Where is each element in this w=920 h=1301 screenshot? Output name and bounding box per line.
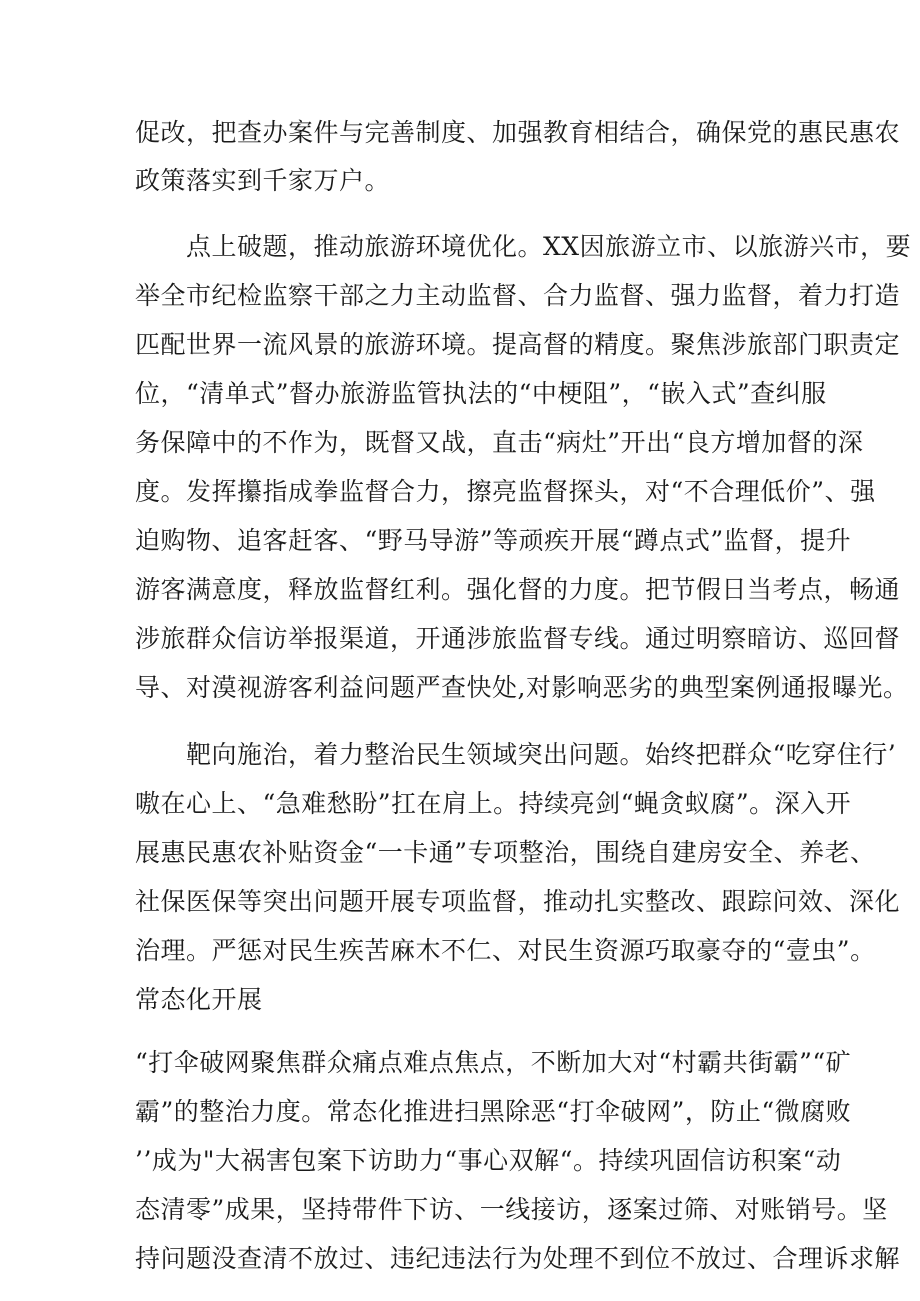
paragraph-4-line-5: 持问题没查清不放过、违纪违法行为处理不到位不放过、合理诉求解 — [135, 1244, 901, 1273]
paragraph-2-line-7: 迫购物、追客赶客、“野马导游”等顽疾开展“蹲点式”监督，提升 — [135, 526, 852, 555]
paragraph-3-line-2: 嗷在心上、“急难愁盼”扛在肩上。持续亮剑“蝇贪蚁腐”。深入开 — [135, 789, 852, 818]
paragraph-2-line-3: 匹配世界一流风景的旅游环境。提高督的精度。聚焦涉旅部门职责定 — [135, 330, 901, 359]
paragraph-2-line-5: 务保障中的不作为，既督又战，直击“病灶”开出“良方增加督的深 — [135, 428, 864, 457]
paragraph-2-line-10: 导、对漠视游客利益问题严查快处,对影响恶劣的典型案例通报曝光。 — [135, 673, 909, 702]
paragraph-2-line-8: 游客满意度，释放监督红利。强化督的力度。把节假日当考点，畅通 — [135, 575, 901, 604]
paragraph-3-line-3: 展惠民惠农补贴资金“一卡通”专项整治，围绕自建房安全、养老、 — [135, 838, 876, 867]
paragraph-3-line-4: 社保医保等突出问题开展专项监督，推动扎实整改、跟踪问效、深化 — [135, 887, 901, 916]
paragraph-2-line-2: 举全市纪检监察干部之力主动监督、合力监督、强力监督，着力打造 — [135, 281, 901, 310]
paragraph-2-line-9: 涉旅群众信访举报渠道，开通涉旅监督专线。通过明察暗访、巡回督 — [135, 624, 901, 653]
paragraph-1-line-1: 促改，把查办案件与完善制度、加强教育相结合，确保党的惠民惠农 — [135, 118, 901, 147]
paragraph-4-line-3: ’’成为"大祸害包案下访助力“事心双解“。持续巩固信访积案“动 — [135, 1146, 842, 1175]
paragraph-2-line-6: 度。发挥攥指成拳监督合力，擦亮监督探头，对“不合理低价”、强 — [135, 477, 876, 506]
paragraph-3-line-1: 靶向施治，着力整治民生领域突出问题。始终把群众“吃穿住行’ — [186, 740, 897, 769]
paragraph-2-line-4: 位，“清单式”督办旅游监管执法的“中梗阻”，“嵌入式”查纠服 — [135, 379, 827, 408]
paragraph-2-line-1: 点上破题，推动旅游环境优化。XX因旅游立市、以旅游兴市，要 — [186, 232, 912, 261]
paragraph-3-line-5: 治理。严惩对民生疾苦麻木不仁、对民生资源巧取豪夺的“壹虫”。 — [135, 936, 876, 965]
paragraph-1-line-2: 政策落实到千家万户。 — [135, 166, 391, 195]
paragraph-4-line-2: 霸”的整治力度。常态化推进扫黑除恶“打伞破网”，防止“微腐败 — [135, 1097, 852, 1126]
paragraph-4-line-4: 态清零”成果，坚持带件下访、一线接访，逐案过筛、对账销号。坚 — [135, 1195, 888, 1224]
paragraph-3-line-6: 常态化开展 — [135, 985, 263, 1014]
paragraph-4-line-1: “打伞破网聚焦群众痛点难点焦点，不断加大对“村霸共街霸”“矿 — [135, 1048, 852, 1077]
